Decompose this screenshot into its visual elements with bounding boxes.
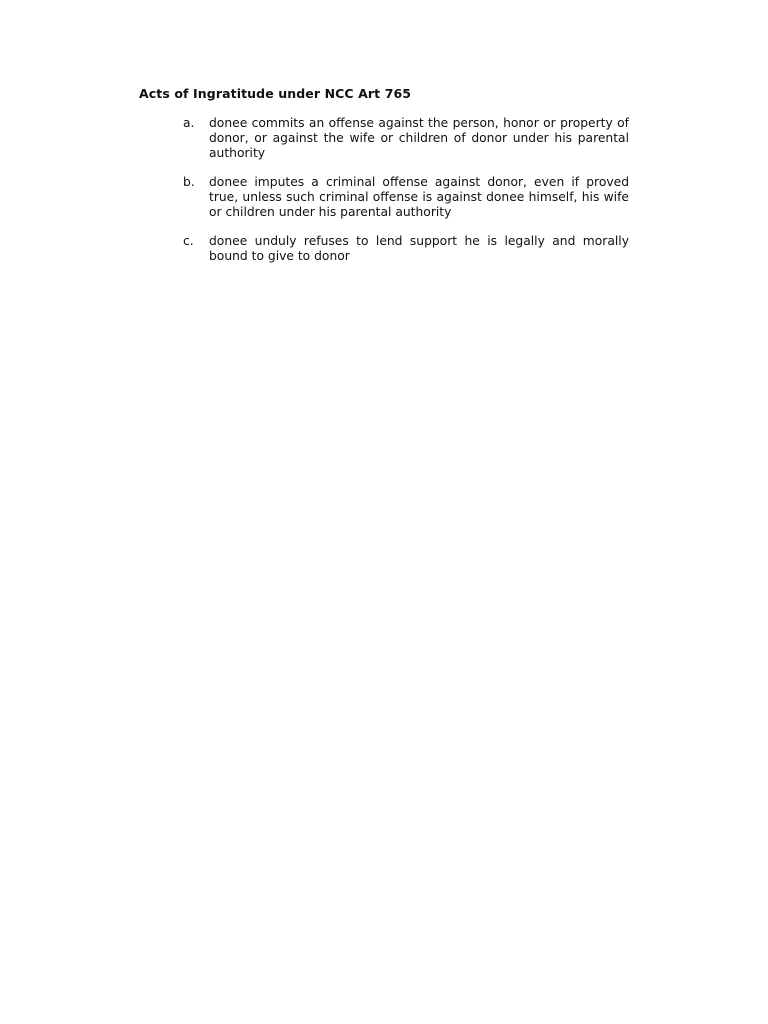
list-item (183, 234, 629, 264)
ingratitude-list (183, 116, 629, 278)
list-marker: c. (183, 234, 194, 248)
list-item (183, 175, 629, 220)
list-item-text: donee unduly refuses to lend support he is legally and morally bound to give to donor (209, 234, 629, 263)
list-item-text: donee imputes a criminal offense against donor, even if proved true, unless such criminal offense is against donee himself, his wife or children under his parental authority (209, 175, 629, 219)
list-marker: a. (183, 116, 195, 130)
list-item (183, 116, 629, 161)
list-marker: b. (183, 175, 195, 189)
page-title: Acts of Ingratitude under NCC Art 765 (139, 86, 412, 101)
list-item-text: donee commits an offense against the person, honor or property of donor, or against the wife or children of donor under his parental authority (209, 116, 629, 160)
